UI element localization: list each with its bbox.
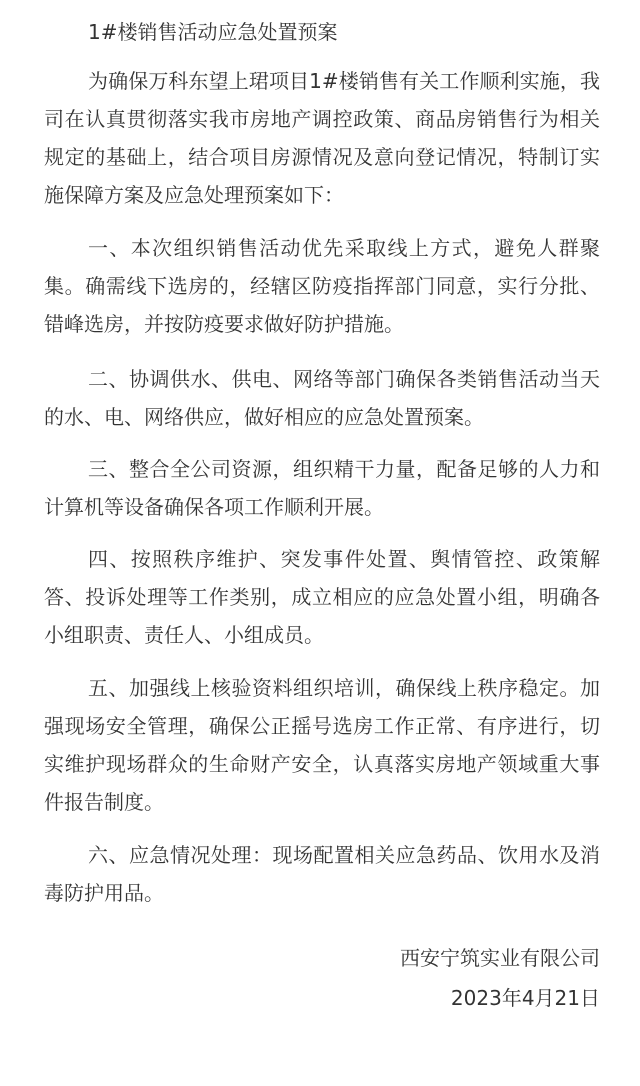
intro-paragraph: 为确保万科东望上珺项目1#楼销售有关工作顺利实施，我司在认真贯彻落实我市房地产调控政策、商品房销售行为相关规定的基础上，结合项目房源情况及意向登记情况，特制订实施保障方案及应急处理预案如下： [44,69,600,207]
item-paragraph-4: 四、按照秩序维护、突发事件处置、舆情管控、政策解答、投诉处理等工作类别，成立相应的应急处置小组，明确各小组职责、责任人、小组成员。 [44,547,600,647]
item-paragraph-6: 六、应急情况处理：现场配置相关应急药品、饮用水及消毒防护用品。 [44,843,600,905]
document-title: 1#楼销售活动应急处置预案 [88,20,338,44]
item-paragraph-1: 一、本次组织销售活动优先采取线上方式，避免人群聚集。确需线下选房的，经辖区防疫指挥部门同意，实行分批、错峰选房，并按防疫要求做好防护措施。 [44,236,600,336]
item-paragraph-2: 二、协调供水、供电、网络等部门确保各类销售活动当天的水、电、网络供应，做好相应的应急处置预案。 [44,367,600,429]
signature-company: 西安宁筑实业有限公司 [400,946,600,970]
item-paragraph-3: 三、整合全公司资源，组织精干力量，配备足够的人力和计算机等设备确保各项工作顺利开展。 [44,457,600,519]
item-paragraph-5: 五、加强线上核验资料组织培训，确保线上秩序稳定。加强现场安全管理，确保公正摇号选房工作正常、有序进行，切实维护现场群众的生命财产安全，认真落实房地产领域重大事件报告制度。 [44,676,600,814]
signature-date: 2023年4月21日 [450,986,600,1010]
